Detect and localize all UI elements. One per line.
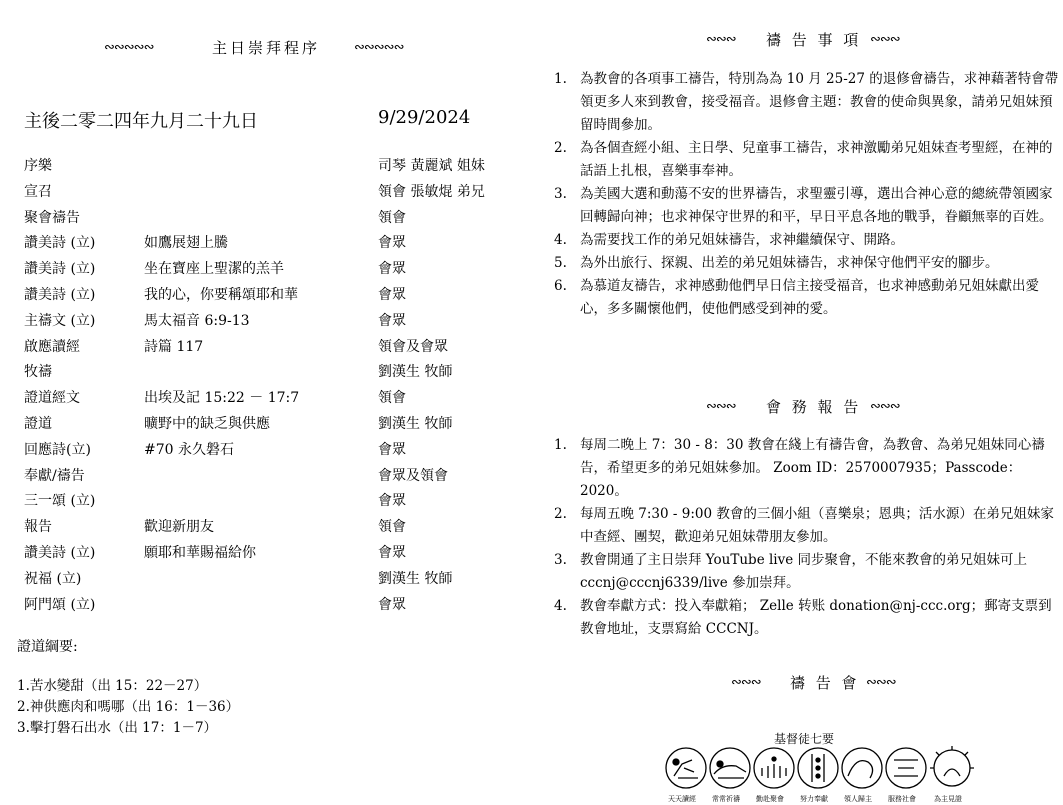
program-leader: 劉漢生 牧師 bbox=[378, 416, 453, 432]
prayer-meeting-title: 禱 告 會 bbox=[790, 674, 860, 692]
evangelism-icon bbox=[842, 748, 882, 788]
program-detail: #70 永久磐石 bbox=[144, 441, 234, 458]
list-item bbox=[554, 549, 1060, 595]
item-number: 1. bbox=[554, 437, 567, 453]
program-leader: 會眾 bbox=[378, 287, 406, 303]
item-text: 為外出旅行、探親、出差的弟兄姐妹禱告，求神保守他們平安的腳步。 bbox=[580, 255, 999, 271]
item-number: 5. bbox=[554, 255, 567, 271]
program-item: 讚美詩 (立) bbox=[24, 235, 96, 252]
item-number: 4. bbox=[554, 598, 567, 614]
list-item bbox=[554, 137, 1060, 183]
item-text: 教會開通了主日崇拜 YouTube live 同步聚會，不能來教會的弟兄姐妹可上 cccnj@cccnj6339/live 參加崇拜。 bbox=[580, 552, 1028, 591]
program-item: 三一頌 (立) bbox=[24, 493, 96, 510]
program-item: 牧禱 bbox=[24, 364, 52, 381]
program-item: 回應詩(立) bbox=[24, 441, 91, 458]
list-item bbox=[554, 595, 1060, 641]
program-detail: 馬太福音 6:9-13 bbox=[144, 312, 250, 329]
program-detail: 出埃及記 15:22 － 17:7 bbox=[144, 390, 300, 407]
item-text: 每周五晚 7:30 - 9:00 教會的三個小組（喜樂泉；恩典；活水源）在弟兄姐妹家中查經、團契，歡迎弟兄姐妹帶朋友參加。 bbox=[580, 506, 1054, 545]
item-text: 為教會的各項事工禱告，特別為為 10 月 25-27 的退修會禱告，求神藉著特會帶領更多人來到教會，接受福音。退修會主題：教會的使命與異象，請弟兄姐妹預留時間參加。 bbox=[580, 71, 1059, 133]
list-item bbox=[554, 434, 1060, 503]
meeting-ornament-right: ∾∾∾ bbox=[866, 675, 896, 690]
program-leader: 會眾 bbox=[378, 235, 406, 252]
item-text: 教會奉獻方式：投入奉獻箱； Zelle 转账 donation@nj-ccc.org；郵寄支票到教會地址，支票寫給 CCCNJ。 bbox=[580, 598, 1052, 637]
program-item: 聚會禱告 bbox=[24, 209, 80, 226]
logo-icons bbox=[662, 746, 982, 796]
report-title: 會 務 報 告 bbox=[766, 398, 862, 416]
report-ornament-right: ∾∾∾ bbox=[870, 399, 900, 414]
seven-essentials-logo bbox=[662, 728, 982, 804]
logo-caption: 為主見證 bbox=[934, 795, 962, 803]
program-leader: 司琴 黃麗斌 姐妹 bbox=[378, 158, 485, 174]
program-item: 宣召 bbox=[24, 183, 52, 200]
list-item bbox=[554, 252, 1060, 275]
meeting-ornament-left: ∾∾∾ bbox=[731, 675, 761, 690]
program-item: 祝福 (立) bbox=[24, 570, 82, 587]
bible-reading-icon bbox=[666, 748, 706, 788]
list-item bbox=[554, 503, 1060, 549]
list-item bbox=[554, 183, 1060, 229]
program-leader: 會眾 bbox=[378, 441, 406, 458]
prayer-ornament-left: ∾∾∾ bbox=[706, 32, 736, 47]
program-leader: 領會 bbox=[378, 209, 406, 226]
list-item bbox=[554, 229, 1060, 252]
item-number: 2. bbox=[554, 140, 567, 156]
prayer-ornament-right: ∾∾∾ bbox=[870, 32, 900, 47]
program-item: 報告 bbox=[24, 519, 52, 536]
prayer-list bbox=[554, 68, 1060, 321]
program-detail: 詩篇 117 bbox=[144, 338, 204, 355]
list-item bbox=[554, 68, 1060, 137]
gathering-icon bbox=[754, 748, 794, 788]
program-item: 證道 bbox=[24, 416, 52, 432]
report-list bbox=[554, 434, 1060, 641]
item-text: 為慕道友禱告，求神感動他們早日信主接受福音，也求神感動弟兄姐妹獻出愛心，多多關懷他們，使他們感受到神的愛。 bbox=[580, 278, 1039, 317]
item-number: 4. bbox=[554, 232, 567, 248]
program-leader: 會眾 bbox=[378, 261, 406, 278]
date-chinese: 主後二零二四年九月二十九日 bbox=[24, 111, 258, 132]
program-detail: 願耶和華賜福給你 bbox=[144, 545, 256, 561]
program-item: 序樂 bbox=[24, 158, 52, 174]
item-text: 為各個查經小組、主日學、兒童事工禱告，求神激勵弟兄姐妹查考聖經，在神的話語上扎根，喜樂事奉神。 bbox=[580, 140, 1053, 179]
item-number: 1. bbox=[554, 71, 567, 87]
program-leader: 劉漢生 牧師 bbox=[378, 364, 453, 381]
program-item: 讚美詩 (立) bbox=[24, 287, 96, 303]
program-leader: 會眾 bbox=[378, 545, 406, 561]
logo-caption: 常常祈禱 bbox=[712, 795, 740, 803]
date-numeric: 9/29/2024 bbox=[378, 107, 471, 128]
report-ornament-left: ∾∾∾ bbox=[706, 399, 736, 414]
title-ornament-left: ∾∾∾∾∾ bbox=[104, 40, 154, 55]
sermon-outline-title: 證道綱要: bbox=[17, 639, 78, 655]
logo-caption: 領人歸主 bbox=[844, 795, 872, 803]
program-leader: 會眾及領會 bbox=[378, 467, 448, 484]
program-detail: 我的心，你要稱頌耶和華 bbox=[144, 287, 298, 303]
program-leader: 會眾 bbox=[378, 312, 406, 329]
item-number: 3. bbox=[554, 552, 567, 568]
item-text: 為美國大選和動蕩不安的世界禱告，求聖靈引導，選出合神心意的總統帶領國家回轉歸向神；也求神保守世界的和平，早日平息各地的戰爭，眷顧無辜的百姓。 bbox=[580, 186, 1053, 225]
item-number: 3. bbox=[554, 186, 567, 202]
title-ornament-right: ∾∾∾∾∾ bbox=[354, 40, 404, 55]
logo-caption: 勤赴聚會 bbox=[756, 795, 784, 803]
list-item bbox=[554, 275, 1060, 321]
item-text: 為需要找工作的弟兄姐妹禱告，求神繼續保守、開路。 bbox=[580, 232, 904, 248]
outline-item: 3.擊打磐石出水（出 17：1－7） bbox=[17, 720, 218, 736]
sermon-outline bbox=[17, 676, 239, 739]
logo-caption: 努力奉獻 bbox=[800, 795, 828, 803]
program-leader: 領會 bbox=[378, 519, 406, 536]
logo-title: 基督徒七要 bbox=[774, 732, 835, 746]
outline-item: 1.苦水變甜（出 15：22－27） bbox=[17, 678, 208, 694]
prayer-title: 禱 告 事 項 bbox=[766, 31, 862, 49]
item-number: 6. bbox=[554, 278, 567, 294]
program-item: 主禱文 (立) bbox=[24, 312, 96, 329]
program-leader: 劉漢生 牧師 bbox=[378, 570, 453, 587]
page-title: 主日崇拜程序 bbox=[212, 39, 321, 57]
program-item: 啟應讀經 bbox=[24, 338, 80, 355]
program-item: 讚美詩 (立) bbox=[24, 545, 96, 561]
program-detail: 曠野中的缺乏與供應 bbox=[144, 416, 270, 432]
program-item: 阿門頌 (立) bbox=[24, 596, 96, 613]
program-item: 證道經文 bbox=[24, 390, 80, 407]
program-detail: 坐在寶座上聖潔的羔羊 bbox=[144, 261, 284, 278]
service-icon bbox=[886, 748, 926, 788]
witness-icon bbox=[930, 746, 974, 786]
outline-item: 2.神供應肉和嗎哪（出 16：1－36） bbox=[17, 699, 240, 715]
program-leader: 領會 張敏焜 弟兄 bbox=[378, 183, 485, 200]
program-item: 奉獻/禱告 bbox=[24, 467, 85, 484]
praying-icon bbox=[710, 748, 750, 788]
program-detail: 如鷹展翅上騰 bbox=[144, 235, 228, 252]
offering-icon bbox=[798, 748, 838, 788]
program-leader: 領會 bbox=[378, 390, 406, 407]
item-text: 每周二晚上 7：30 - 8：30 教會在綫上有禱告會，為教會、為弟兄姐妹同心禱告，希望更多的弟兄姐妹參加。 Zoom ID：2570007935；Passcode：2020。 bbox=[580, 437, 1045, 499]
logo-caption: 天天讀經 bbox=[668, 795, 696, 803]
program-leader: 會眾 bbox=[378, 596, 406, 613]
item-number: 2. bbox=[554, 506, 567, 522]
program-item: 讚美詩 (立) bbox=[24, 261, 96, 278]
program-leader: 領會及會眾 bbox=[378, 338, 448, 355]
logo-caption: 服務社會 bbox=[888, 795, 916, 803]
program-detail: 歡迎新朋友 bbox=[144, 519, 214, 536]
program-leader: 會眾 bbox=[378, 493, 406, 510]
